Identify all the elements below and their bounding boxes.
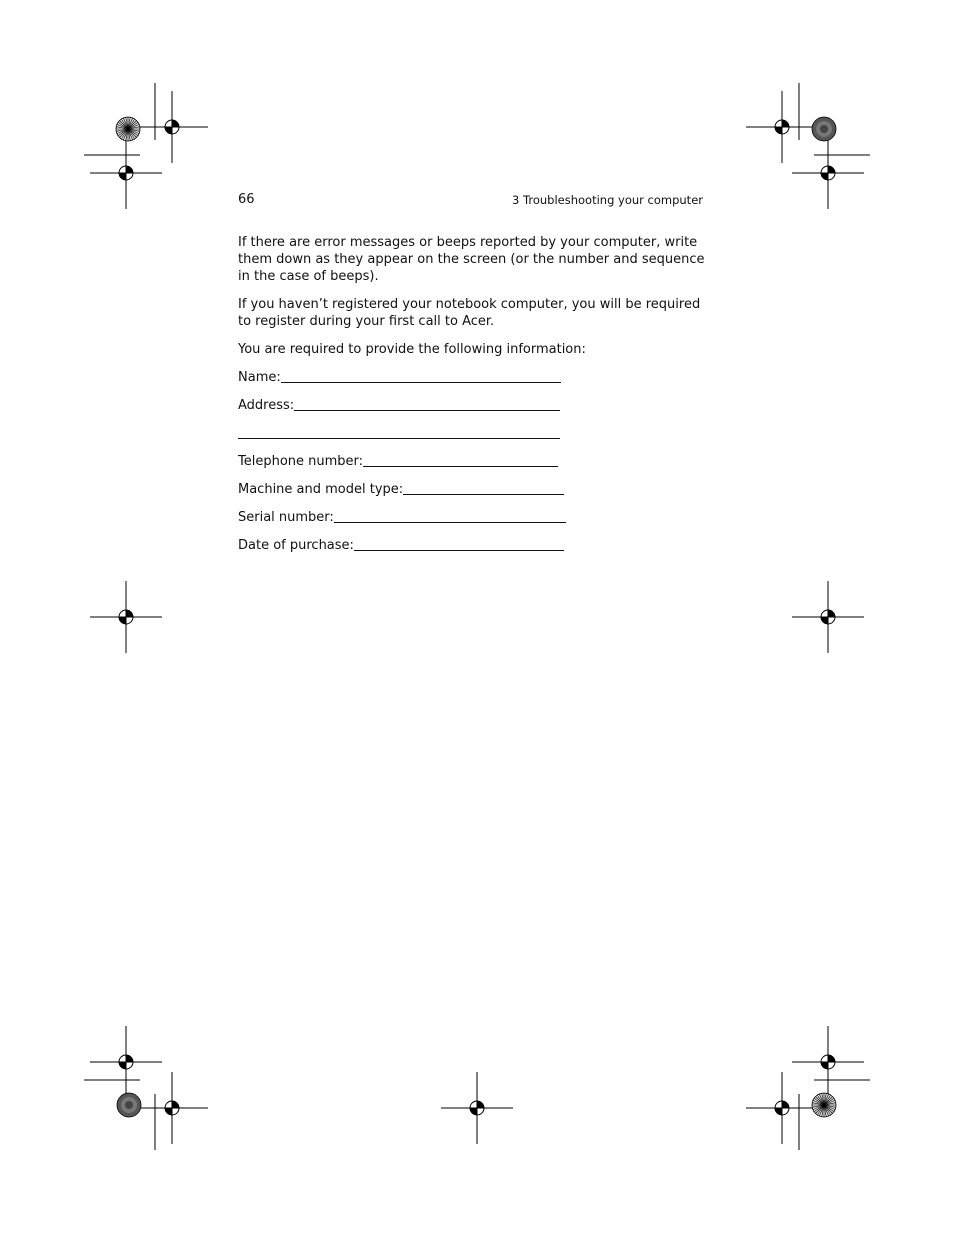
form-serial-line: [238, 509, 708, 526]
form-address-line: [238, 397, 708, 414]
date-blank: [354, 550, 564, 551]
form-machine-line: [238, 481, 708, 498]
form-name-line: [238, 369, 708, 386]
form-address-line-2: [238, 425, 708, 442]
form-address-label: Address:: [238, 398, 295, 413]
name-blank: [281, 382, 561, 383]
form-date-label: Date of purchase:: [238, 538, 354, 553]
telephone-blank: [363, 466, 558, 467]
form-machine-label: Machine and model type:: [238, 482, 404, 497]
serial-blank: [334, 522, 566, 523]
paragraph-info-required: You are required to provide the following information:: [238, 342, 586, 357]
form-date-line: [238, 537, 708, 554]
address-blank-2: [238, 438, 560, 439]
address-blank: [294, 410, 560, 411]
form-telephone-line: [238, 453, 708, 470]
machine-blank: [403, 494, 564, 495]
form-serial-label: Serial number:: [238, 510, 334, 525]
running-header: 3 Troubleshooting your computer: [512, 193, 703, 207]
paragraph-errors: If there are error messages or beeps reported by your computer, write them down as they appear on the screen (or the number and sequence in the case of beeps).: [238, 235, 705, 284]
form-telephone-label: Telephone number:: [238, 454, 364, 469]
page-body: [238, 234, 708, 565]
form-name-label: Name:: [238, 370, 281, 385]
paragraph-registration: If you haven’t registered your notebook computer, you will be required to register during your first call to Acer.: [238, 297, 701, 329]
page-number: 66: [238, 192, 255, 207]
